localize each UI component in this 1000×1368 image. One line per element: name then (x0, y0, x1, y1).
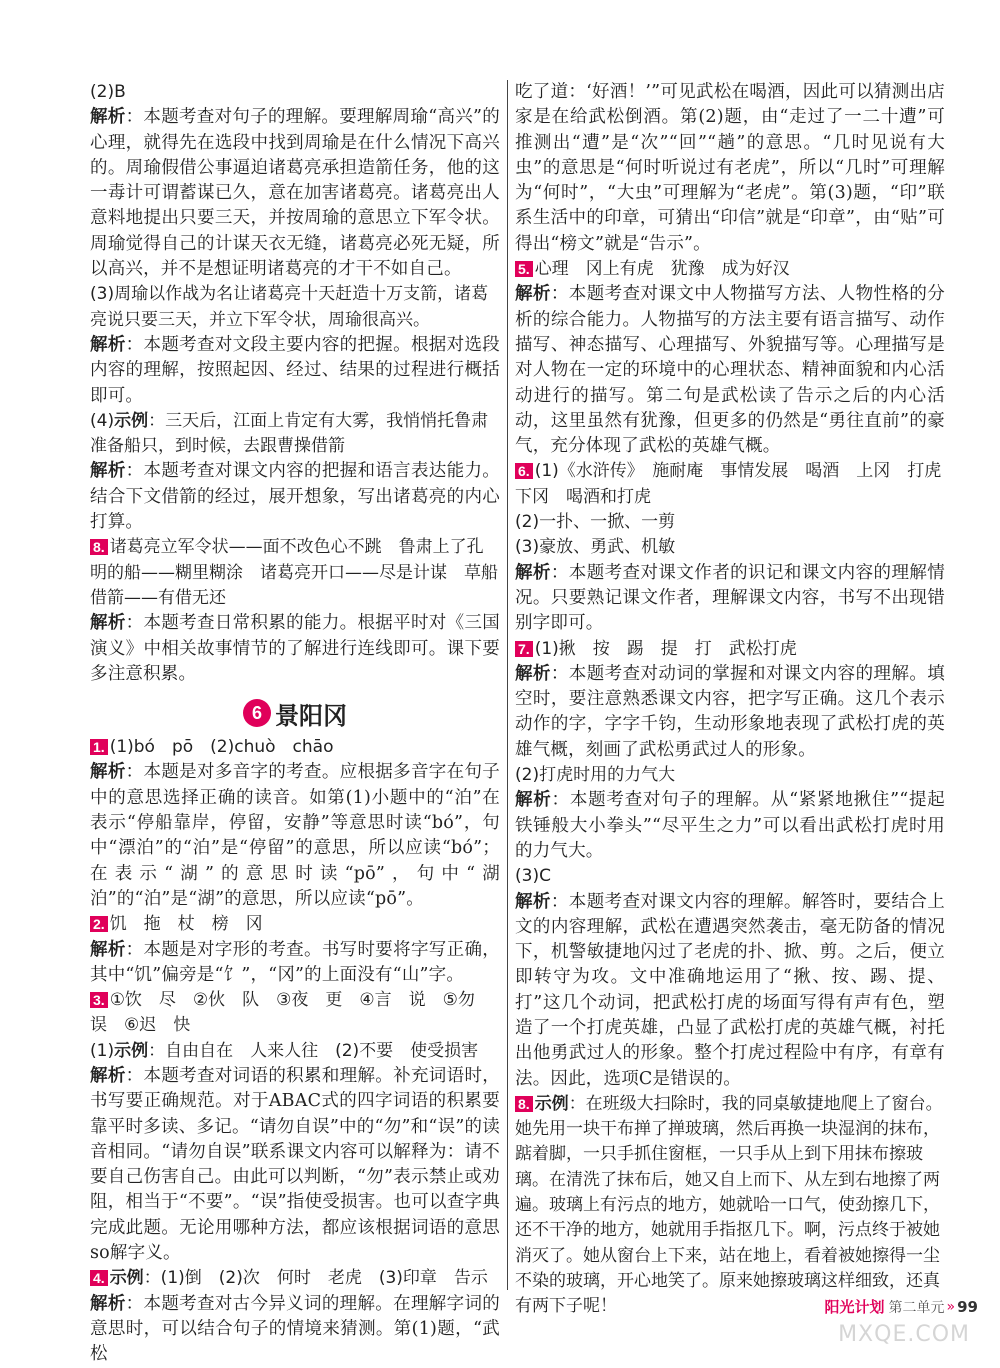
kw-label: 示例 (109, 1268, 144, 1289)
double-arrow-icon: » (946, 1298, 956, 1315)
kw-label: 示例 (534, 1093, 569, 1114)
answer-2: (2)B (90, 82, 126, 102)
kw-label: 解析 (90, 939, 126, 960)
kw-label: 解析 (515, 663, 551, 684)
answer-text: (1)《水浒传》 施耐庵 事情发展 喝酒 上冈 打虎 下冈 喝酒和打虎 (515, 461, 959, 507)
question-number: 8. (515, 1096, 533, 1112)
kw-label: 解析 (90, 1065, 126, 1086)
answer-text: (1)揪 按 踢 提 打 武松打虎 (534, 638, 797, 659)
brand-name: 阳光计划 (824, 1298, 885, 1316)
question-number: 7. (515, 641, 533, 657)
question-number: 3. (90, 992, 108, 1008)
question-number: 4. (90, 1270, 108, 1286)
explanation-q5 (515, 282, 945, 459)
answer-text: 诸葛亮立军令状——面不改色心不跳 鲁肃上了孔明的船——糊里糊涂 诸葛亮开口——尽是计谋 草船借箭——有借无还 (90, 537, 498, 608)
question-7-part-3: (3)C (515, 866, 551, 887)
answer-text: (1)bó pō (2)chuò chāo (109, 737, 334, 758)
explanation-text: ：本题考查对文段主要内容的把握。根据对选段内容的理解，按照起因、经过、结果的过程进行概括即可。 (90, 334, 500, 406)
watermark-text: MXQE.COM (838, 1322, 970, 1347)
question-8-answer (90, 535, 500, 611)
unit-label: 第二单元 (888, 1299, 945, 1316)
explanation-text: ：本题考查对课文中人物描写方法、人物性格的分析的综合能力。人物描写的方法主要有语言描写、动作描写、神态描写、心理描写、外貌描写等。心理描写是对人物在一定的环境中的心理状态、精神面貌和内心活动进行的描写。第二句是武松读了告示之后的内心活动，这里虽然有犹豫，但更多的仍然是“勇往直前”的豪气，充分体现了武松的英雄气概。 (515, 284, 945, 457)
question-1-answer (90, 735, 500, 760)
explanation-q4-continued: 吃了道：‘好酒！’”可见武松在喝酒，因此可以猜测出店家是在给武松倒酒。第(2)题，由“走过了一二十遭”可推测出“遭”是“次”“回”“趟”的意思。“几时见说有大虫”的意思是“何时听说过有老虎”，所以“几时”可理解为“何时”，“大虫”可理解为“老虎”。第(3)题，“印”联系生活中的印章，可猜出“印信”就是“印章”，由“贴”可得出“榜文”就是“告示”。 (515, 82, 945, 254)
question-number: 1. (90, 739, 108, 755)
kw-label: 示例 (114, 410, 149, 431)
section-title: 景阳冈 (275, 701, 347, 730)
question-6-answer (515, 459, 959, 510)
kw-label: 解析 (90, 1293, 126, 1314)
question-2-answer (90, 912, 500, 937)
answer-text: 饥 拖 杖 榜 冈 (109, 914, 263, 935)
kw-label: 解析 (90, 461, 126, 482)
explanation-text: ：本题考查对句子的理解。从“紧紧地揪住”“提起铁锤般大小拳头”“尽平生之力”可以看出武松打虎时用的力气大。 (515, 790, 945, 861)
explanation-text: ：本题考查对课文内容的理解。解答时，要结合上文的内容理解，武松在遭遇突然袭击，毫无防备的情况下，机警敏捷地闪过了老虎的扑、掀、剪。之后，便立即转守为攻。文中准确地运用了“揪、按、踢、提、打”这几个动词，把武松打虎的场面写得有声有色，塑造了一个打虎英雄，凸显了武松打虎的英雄气概，衬托出他勇武过人的形象。整个打虎过程险中有序，有章有法。因此，选项C是错误的。 (515, 891, 945, 1089)
kw-label: 解析 (515, 790, 552, 811)
question-3-answer (90, 988, 500, 1039)
answer-text: ：三天后，江面上肯定有大雾，我悄悄托鲁肃准备船只，到时候，去跟曹操借箭 (90, 410, 489, 457)
explanation-q4 (90, 1292, 500, 1368)
answer-text: ：自由自在 人来人往 (2)不要 使受损害 (148, 1040, 479, 1061)
explanation-q7-3 (515, 890, 945, 1092)
question-5-answer (515, 257, 945, 282)
kw-label: 解析 (90, 334, 126, 355)
explanation-q6 (515, 561, 945, 637)
explanation-4 (90, 459, 500, 535)
explanation-q7-1 (515, 662, 945, 763)
question-number: 2. (90, 916, 108, 932)
kw-label: 解析 (515, 562, 551, 583)
explanation-2 (90, 105, 500, 282)
answer-3: (3)周瑜以作战为名让诸葛亮十天赶造十万支箭，诸葛亮说只要三天，并立下军令状，周瑜很高兴。 (90, 284, 489, 330)
explanation-text: ：本题是对字形的考查。书写时要将字写正确，其中“饥”偏旁是“饣”，“冈”的上面没有“山”字。 (90, 939, 500, 985)
question-6-part-3: (3)豪放、勇武、机敏 (515, 537, 676, 558)
item-prefix: (4) (90, 410, 115, 431)
right-column (515, 80, 959, 1320)
answer-4 (90, 409, 500, 460)
left-column (90, 80, 500, 1368)
explanation-q2 (90, 938, 500, 989)
question-3-example (90, 1039, 500, 1064)
kw-label: 解析 (90, 613, 126, 634)
answer-text: ：(1)倒 (2)次 何时 老虎 (3)印章 告示 (143, 1268, 488, 1289)
kw-label: 解析 (90, 762, 126, 783)
explanation-3 (90, 333, 500, 409)
explanation-8 (90, 611, 500, 687)
section-heading (90, 693, 500, 733)
kw-label: 示例 (114, 1040, 149, 1061)
kw-label: 解析 (515, 284, 551, 305)
answer-text: ①饮 尽 ②伙 队 ③夜 更 ④言 说 ⑤勿 误 ⑥迟 快 (90, 990, 492, 1036)
section-number-badge: 6 (243, 699, 271, 727)
page-number: 99 (957, 1297, 978, 1316)
explanation-text: ：本题考查对词语的积累和理解。补充词语时，书写要正确规范。对于ABAC式的四字词语的积累要靠平时多读、多记。“请勿自误”中的“勿”和“误”的读音相同。“请勿自误”联系课文内容可以解释为：请不要自己伤害自己。由此可以判断，“勿”表示禁止或劝阻，相当于“不要”。“误”指使受损害。也可以查字典完成此题。无论用哪种方法，都应该根据词语的意思so解字义。 (90, 1065, 500, 1264)
question-number: 8. (90, 539, 108, 555)
column-divider (507, 80, 508, 1290)
explanation-text: ：本题是对多音字的考查。应根据多音字在句子中的意思选择正确的读音。如第(1)小题中的“泊”在表示“停船靠岸，停留，安静”等意思时读“bó”，句中“漂泊”的“泊”是“停留”的意思，所以应读“bó”；在表示“湖”的意思时读“pō”，句中“湖泊”的“泊”是“湖”的意思，所以应读“pō”。 (90, 762, 500, 909)
explanation-q1 (90, 760, 500, 912)
explanation-text: ：本题考查对动词的掌握和对课文内容的理解。填空时，要注意熟悉课文内容，把字写正确。这几个表示动作的字，字字千钧，生动形象地表现了武松打虎的英雄气概，刻画了武松勇武过人的形象。 (515, 663, 945, 760)
explanation-text: ：本题考查对句子的理解。要理解周瑜“高兴”的心理，就得先在选段中找到周瑜是在什么情况下高兴的。周瑜假借公事逼迫诸葛亮承担造箭任务，他的这一毒计可谓蓄谋已久，意在加害诸葛亮。诸葛亮出人意料地提出只要三天，并按周瑜的意思立下军令状。周瑜觉得自己的计谋天衣无缝，诸葛亮必死无疑，所以高兴，并不是想证明诸葛亮的才干不如自己。 (90, 107, 500, 280)
watermark (780, 1277, 970, 1347)
question-4-answer (90, 1266, 500, 1291)
question-number: 6. (515, 463, 533, 479)
explanation-q3 (90, 1064, 500, 1266)
kw-label: 解析 (515, 891, 551, 912)
question-7-part-2: (2)打虎时用的力气大 (515, 765, 676, 786)
item-prefix: (1) (90, 1040, 115, 1061)
explanation-text: ：本题考查对课文内容的把握和语言表达能力。结合下文借箭的经过，展开想象，写出诸葛亮的内心打算。 (90, 461, 500, 533)
explanation-q7-2 (515, 788, 945, 864)
question-number: 5. (515, 261, 533, 277)
answer-text: 心理 冈上有虎 犹豫 成为好汉 (534, 259, 790, 280)
explanation-text: ：本题考查日常积累的能力。根据平时对《三国演义》中相关故事情节的了解进行连线即可。课下要多注意积累。 (90, 613, 500, 684)
question-7-answer (515, 637, 945, 662)
question-6-part-2: (2)一扑、一掀、一剪 (515, 512, 676, 533)
explanation-text: ：本题考查对课文作者的识记和课文内容的理解情况。只要熟记课文作者，理解课文内容，书写不出现错别字即可。 (515, 562, 945, 634)
explanation-text: ：本题考查对古今异义词的理解。在理解字词的意思时，可以结合句子的情境来猜测。第(1)题，“武松 (90, 1293, 500, 1365)
kw-label: 解析 (90, 107, 126, 128)
answer-text: ：在班级大扫除时，我的同桌敏捷地爬上了窗台。她先用一块干布掸了掸玻璃，然后再换一块湿润的抹布，踮着脚，一只手抓住窗框，一只手从上到下用抹布擦玻璃。在清洗了抹布后，她又自上而下、从左到右地擦了两遍。玻璃上有污点的地方，她就哈一口气，使劲擦几下，还不干净的地方，她就用手指抠几下。啊，污点终于被她消灭了。她从窗台上下来，站在地上，看着被她擦得一尘不染的玻璃，开心地笑了。原来她擦玻璃这样细致，还真有两下子呢！ (515, 1093, 943, 1317)
